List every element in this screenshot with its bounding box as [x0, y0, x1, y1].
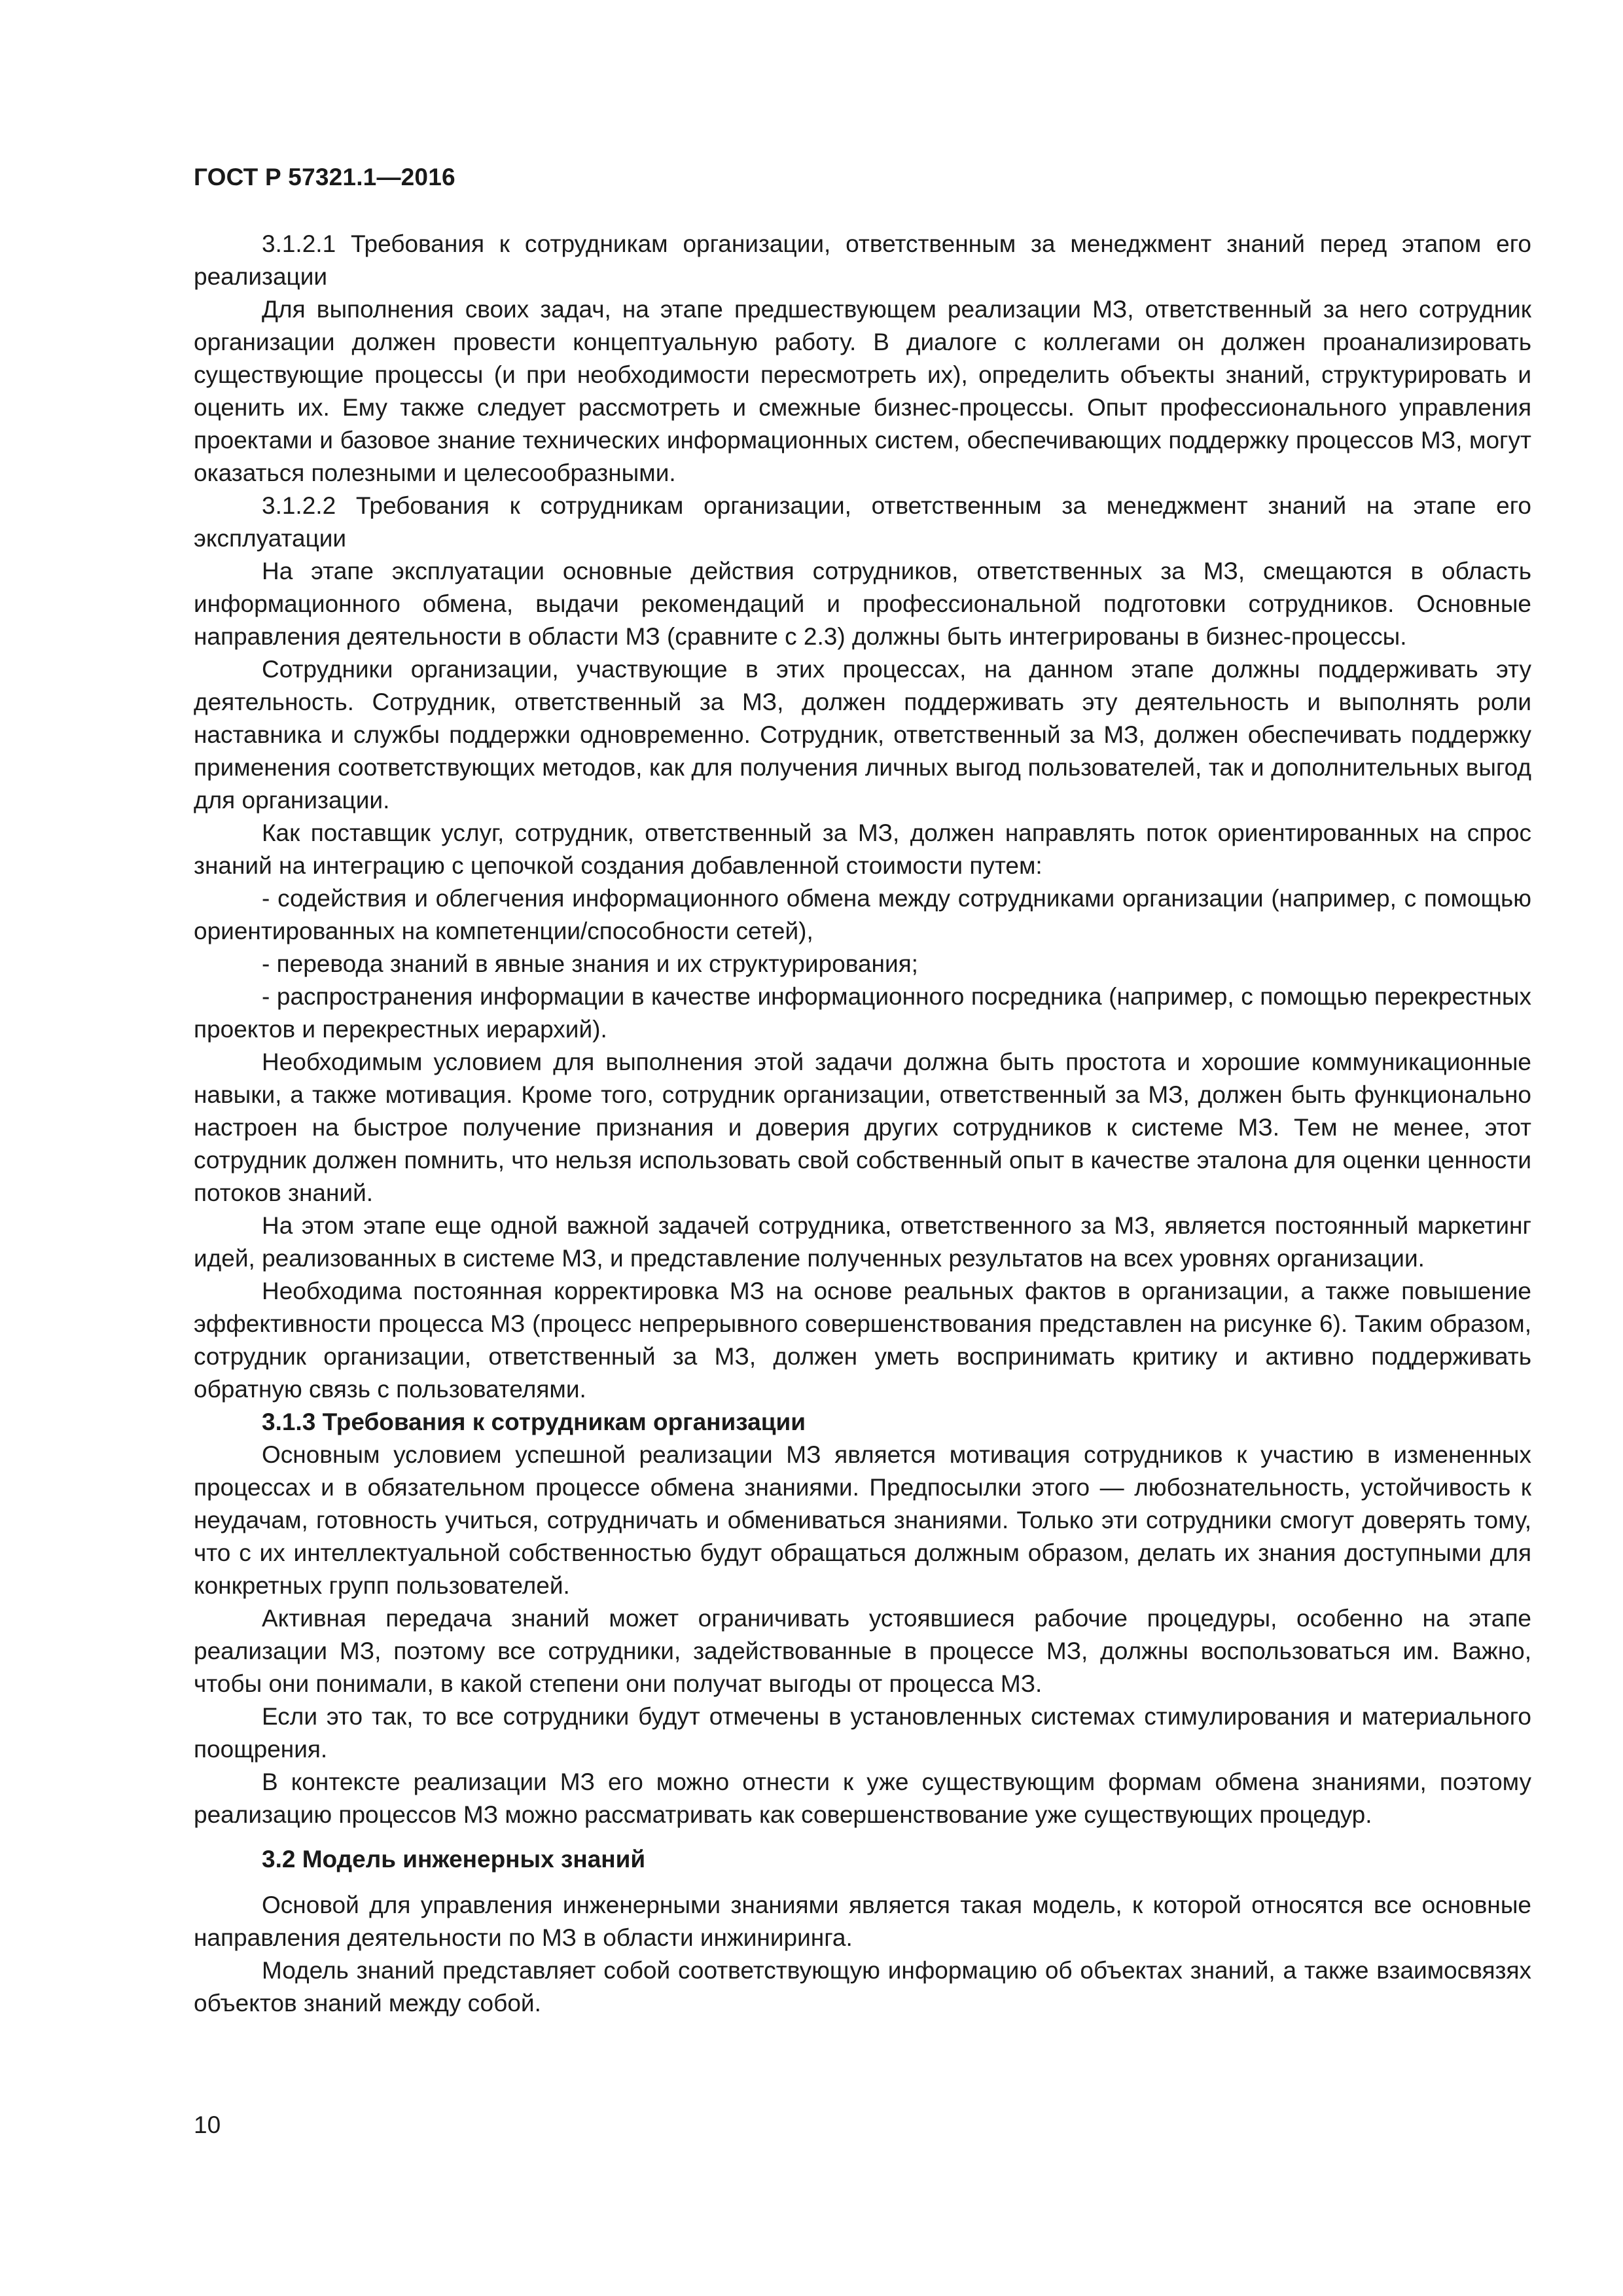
- section-heading-3-2: 3.2 Модель инженерных знаний: [262, 1846, 646, 1873]
- paragraph: Основой для управления инженерными знаниями является такая модель, к которой относятся все основные направления деятельности по МЗ в области инжиниринга.: [194, 1892, 1531, 1951]
- paragraph: Основным условием успешной реализации МЗ является мотивация сотрудников к участию в измененных процессах и в обязательном процессе обмена знаниями. Предпосылки этого — любознательность, устойчивость к неудачам, готовность учиться, сотрудничать и обмениваться знаниями. Только эти сотрудники смогут доверять тому, что с их интеллектуальной собственностью будут обращаться должным образом, делать их знания доступными для конкретных групп пользователей.: [194, 1441, 1531, 1599]
- document-header: ГОСТ Р 57321.1—2016: [194, 164, 455, 190]
- clause-3-1-2-2-title: 3.1.2.2 Требования к сотрудникам организации, ответственным за менеджмент знаний на этапе его эксплуатации: [194, 492, 1531, 552]
- paragraph: Необходимым условием для выполнения этой задачи должна быть простота и хорошие коммуникационные навыки, а также мотивация. Кроме того, сотрудник организации, ответственный за МЗ, должен быть функционально настроен на быстрое получение признания и доверия других сотрудников к системе МЗ. Тем не менее, этот сотрудник должен помнить, что нельзя использовать свой собственный опыт в качестве эталона для оценки ценности потоков знаний.: [194, 1049, 1531, 1206]
- list-item: - содействия и облегчения информационного обмена между сотрудниками организации (например, с помощью ориентированных на компетенции/способности сетей),: [194, 885, 1531, 944]
- paragraph: На этом этапе еще одной важной задачей сотрудника, ответственного за МЗ, является постоянный маркетинг идей, реализованных в системе МЗ, и представление полученных результатов на всех уровнях организации.: [194, 1212, 1531, 1272]
- paragraph: В контексте реализации МЗ его можно отнести к уже существующим формам обмена знаниями, поэтому реализацию процессов МЗ можно рассматривать как совершенствование уже существующих процедур.: [194, 1768, 1531, 1828]
- paragraph: На этапе эксплуатации основные действия сотрудников, ответственных за МЗ, смещаются в область информационного обмена, выдачи рекомендаций и профессиональной подготовки сотрудников. Основные направления деятельности в области МЗ (сравните с 2.3) должны быть интегрированы в бизнес-процессы.: [194, 558, 1531, 650]
- paragraph: Для выполнения своих задач, на этапе предшествующем реализации МЗ, ответственный за него сотрудник организации должен провести концептуальную работу. В диалоге с коллегами он должен проанализировать существующие процессы (и при необходимости пересмотреть их), определить объекты знаний, структурировать и оценить их. Ему также следует рассмотреть и смежные бизнес-процессы. Опыт профессионального управления проектами и базовое знание технических информационных систем, обеспечивающих поддержку процессов МЗ, могут оказаться полезными и целесообразными.: [194, 296, 1531, 486]
- document-body: [194, 228, 1531, 2020]
- list-item: - распространения информации в качестве информационного посредника (например, с помощью перекрестных проектов и перекрестных иерархий).: [194, 983, 1531, 1043]
- paragraph: Сотрудники организации, участвующие в этих процессах, на данном этапе должны поддерживать эту деятельность. Сотрудник, ответственный за МЗ, должен поддерживать эту деятельность и выполнять роли наставника и службы поддержки одновременно. Сотрудник, ответственный за МЗ, должен обеспечивать поддержку применения соответствующих методов, как для получения личных выгод пользователей, так и дополнительных выгод для организации.: [194, 656, 1531, 814]
- clause-3-1-2-1-title: 3.1.2.1 Требования к сотрудникам организации, ответственным за менеджмент знаний перед этапом его реализации: [194, 230, 1531, 290]
- paragraph: Модель знаний представляет собой соответствующую информацию об объектах знаний, а также взаимосвязях объектов знаний между собой.: [194, 1957, 1531, 2017]
- paragraph: Как поставщик услуг, сотрудник, ответственный за МЗ, должен направлять поток ориентированных на спрос знаний на интеграцию с цепочкой создания добавленной стоимости путем:: [194, 819, 1531, 879]
- section-heading-3-1-3: 3.1.3 Требования к сотрудникам организации: [262, 1408, 806, 1435]
- paragraph: Необходима постоянная корректировка МЗ на основе реальных фактов в организации, а также повышение эффективности процесса МЗ (процесс непрерывного совершенствования представлен на рисунке 6). Таким образом, сотрудник организации, ответственный за МЗ, должен уметь воспринимать критику и активно поддерживать обратную связь с пользователями.: [194, 1278, 1531, 1403]
- list-item: - перевода знаний в явные знания и их структурирования;: [262, 950, 918, 977]
- paragraph: Активная передача знаний может ограничивать устоявшиеся рабочие процедуры, особенно на этапе реализации МЗ, поэтому все сотрудники, задействованные в процессе МЗ, должны воспользоваться им. Важно, чтобы они понимали, в какой степени они получат выгоды от процесса МЗ.: [194, 1605, 1531, 1697]
- paragraph: Если это так, то все сотрудники будут отмечены в установленных системах стимулирования и материального поощрения.: [194, 1703, 1531, 1763]
- page-number: 10: [194, 2111, 221, 2138]
